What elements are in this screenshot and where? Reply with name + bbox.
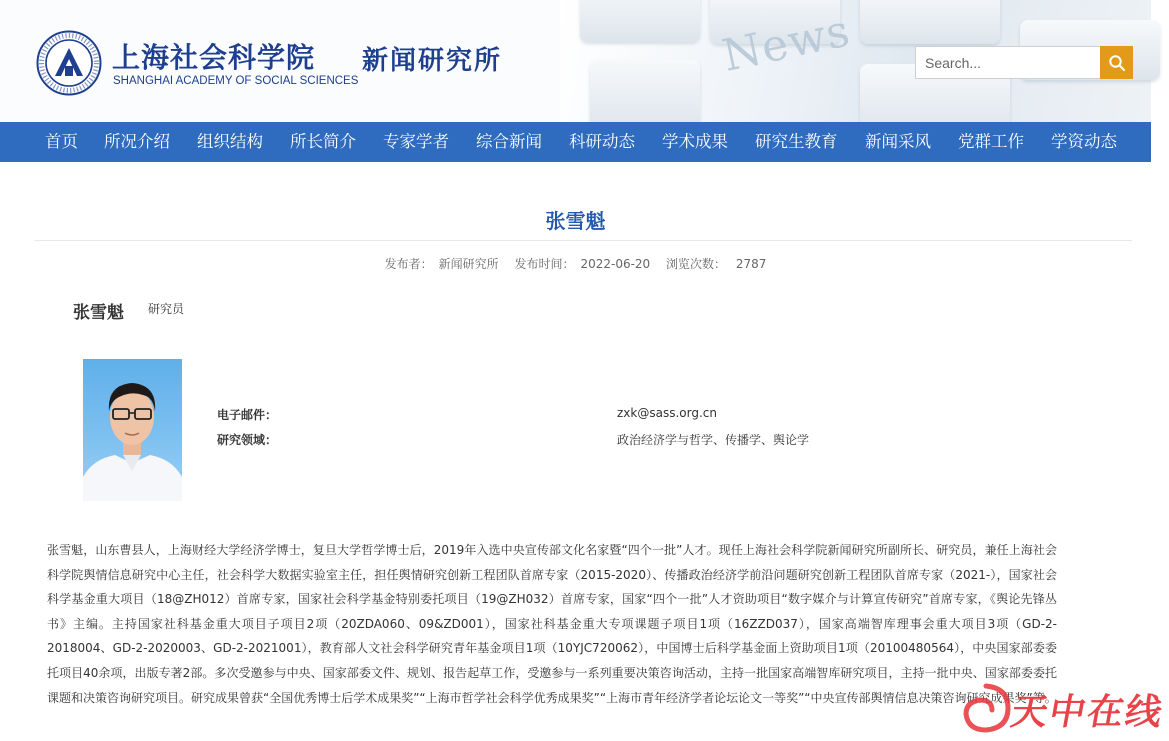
institute-name-cn: 新闻研究所 — [362, 46, 503, 76]
nav-item-academic[interactable]: 学资动态 — [1051, 132, 1117, 151]
search-button[interactable] — [1100, 46, 1133, 79]
watermark — [950, 676, 1168, 738]
org-name-cn: 上海社会科学院 — [112, 41, 316, 74]
nav-item-experts[interactable]: 专家学者 — [383, 132, 449, 151]
keyboard-key-decoration — [590, 60, 700, 130]
research-field-value: 政治经济学与哲学、传播学、舆论学 — [617, 433, 810, 447]
site-header — [0, 0, 1151, 122]
nav-item-graduate[interactable]: 研究生教育 — [755, 132, 838, 151]
nav-item-party-work[interactable]: 党群工作 — [958, 132, 1024, 151]
publisher-label: 发布者： — [384, 257, 433, 271]
search-input[interactable] — [915, 46, 1101, 79]
nav-item-research[interactable]: 科研动态 — [569, 132, 635, 151]
views-label: 浏览次数： — [666, 257, 727, 271]
nav-item-director[interactable]: 所长简介 — [290, 132, 356, 151]
biography-text: 张雪魁，山东曹县人，上海财经大学经济学博士，复旦大学哲学博士后，2019年入选中央宣传部文化名家暨“四个一批”人才。现任上海社会科学院新闻研究所副所长、研究员，兼任上海社会科学院舆情信息研究中心主任，社会科学大数据实验室主任，担任舆情研究创新工程团队首席专家（2015-2020）、传播政治经济学前沿问题研究创新工程团队首席专家（2021-），国家社会科学基金重大项目（18@ZH012）首席专家，国家社会科学基金特别委托项目（19@ZH032）首席专家，国家“四个一批”人才资助项目“数字媒介与计算宣传研究”首席专家，《舆论先锋丛书》主编。主持国家社科基金重大项目子项目2项（20ZDA060、09&ZD001），国家社科基金重大专项课题子项目1项（16ZZD037），国家高端智库理事会重大项目3项（GD-2-2018004、GD-2-2020003、GD-2-2021001），教育部人文社会科学研究青年基金项目1项（10YJC720062），中国博士后科学基金面上资助项目1项（20100480564），中央国家部委委托项目40余项，出版专著2部。多次受邀参与中央、国家部委文件、规划、报告起草工作，受邀参与一系列重要决策咨询活动，主持一批国家高端智库研究项目，主持一批中央、国家部委委托课题和决策咨询研究项目。研究成果曾获“全国优秀博士后学术成果奖”“上海市哲学社会科学优秀成果奖”“上海市青年经济学者论坛论文一等奖”“中央宣传部舆情信息决策咨询研究成果奖”等。 — [47, 543, 1057, 705]
nav-item-news[interactable]: 综合新闻 — [476, 132, 542, 151]
article-meta — [0, 255, 1151, 272]
date-label: 发布时间： — [514, 257, 575, 271]
nav-item-field-reports[interactable]: 新闻采风 — [865, 132, 931, 151]
nav-item-achievements[interactable]: 学术成果 — [662, 132, 728, 151]
profile-photo — [83, 359, 182, 501]
research-field-label: 研究领域： — [217, 433, 278, 447]
page-title: 张雪魁 — [545, 209, 606, 233]
email-value[interactable]: zxk@sass.org.cn — [617, 406, 717, 420]
profile-rank: 研究员 — [148, 302, 185, 316]
divider — [34, 240, 1132, 241]
main-nav — [0, 122, 1151, 162]
news-key-label: News — [718, 5, 855, 82]
view-count: 2787 — [735, 257, 767, 271]
org-name-en: SHANGHAI ACADEMY OF SOCIAL SCIENCES — [113, 75, 359, 87]
nav-item-organization[interactable]: 组织结构 — [197, 132, 263, 151]
search-icon — [1108, 54, 1126, 72]
email-label: 电子邮件： — [217, 408, 278, 422]
publish-date: 2022-06-20 — [580, 257, 651, 271]
keyboard-key-decoration — [860, 0, 1000, 44]
watermark-text: 天中在线 — [1007, 691, 1168, 733]
profile-name: 张雪魁 — [73, 303, 124, 323]
search-box — [915, 46, 1133, 79]
watermark-swirl-icon — [956, 678, 1016, 738]
publisher: 新闻研究所 — [438, 257, 499, 271]
nav-item-home[interactable]: 首页 — [45, 132, 78, 151]
keyboard-key-decoration — [580, 0, 700, 42]
sass-logo[interactable] — [36, 30, 102, 96]
portrait-illustration — [83, 359, 182, 501]
nav-item-overview[interactable]: 所况介绍 — [104, 132, 170, 151]
